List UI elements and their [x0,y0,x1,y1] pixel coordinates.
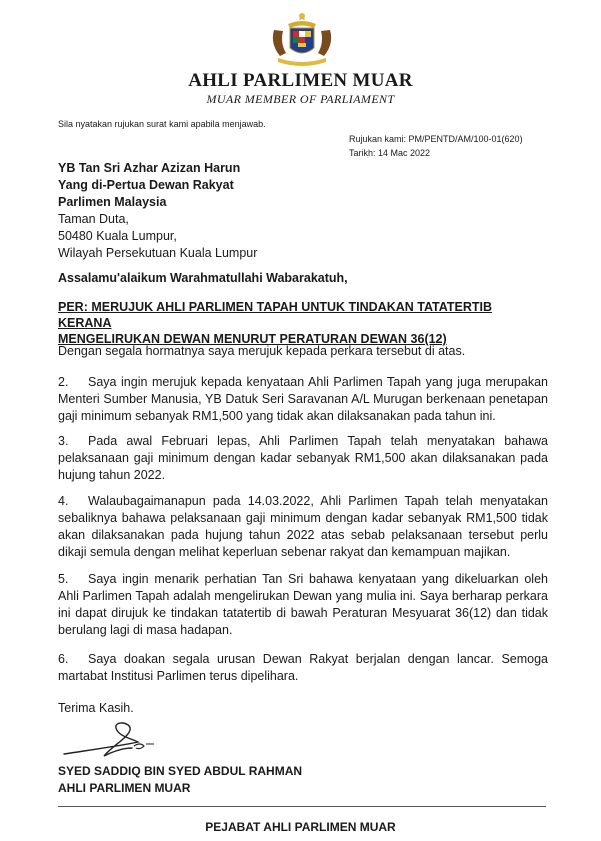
paragraph-number: 5. [58,572,69,586]
paragraph-6 [58,651,548,685]
letterhead-title: AHLI PARLIMEN MUAR [188,70,413,91]
subject-heading [58,299,548,347]
paragraph-number: 4. [58,494,69,508]
greeting: Assalamu'alaikum Warahmatullahi Wabarakatuh, [58,271,348,285]
paragraph-text: Saya doakan segala urusan Dewan Rakyat berjalan dengan lancar. Semoga martabat Institusi Parlimen terus dipelihara. [58,652,548,683]
recipient-address [58,160,257,262]
footer-office-name: PEJABAT AHLI PARLIMEN MUAR [205,820,396,834]
reference-number: Rujukan kami: PM/PENTD/AM/100-01(620) [349,134,523,144]
recipient-institution: Parlimen Malaysia [58,195,167,209]
paragraph-text: Saya ingin menarik perhatian Tan Sri bahawa kenyataan yang dikeluarkan oleh Ahli Parlimen Tapah adalah mengelirukan Dewan yang mulia ini. Saya berharap perkara ini dapat dirujuk ke tindakan tatatertib di bawah Peraturan Mesyuarat 36(12) dan tidak berulang lagi di masa hadapan. [58,572,548,637]
letterhead-subtitle: MUAR MEMBER OF PARLIAMENT [206,92,395,106]
paragraph-text: Walaubagaimanapun pada 14.03.2022, Ahli Parlimen Tapah telah menyatakan sebaliknya bahawa pelaksanaan gaji minimum dengan kadar sebanyak RM1,500 tidak akan dilaksanakan pada hujung tahun 2022 atas sebab pelaksanaan tersebut perlu dikaji semula dengan melihat keperluan sebenar rakyat dan kemampuan majikan. [58,494,548,559]
recipient-name: YB Tan Sri Azhar Azizan Harun [58,161,241,175]
subject-line-1: PER: MERUJUK AHLI PARLIMEN TAPAH UNTUK TINDAKAN TATATERTIB KERANA [58,300,492,330]
paragraph-number: 3. [58,434,69,448]
handwritten-signature [60,716,190,764]
paragraph-4 [58,493,548,561]
footer-divider [58,806,546,807]
subject-line-2: MENGELIRUKAN DEWAN MENURUT PERATURAN DEWAN 36(12) [58,332,447,346]
signatory-name: SYED SADDIQ BIN SYED ABDUL RAHMAN [58,764,303,778]
coat-of-arms-emblem [264,10,340,70]
paragraph-5 [58,571,548,639]
paragraph-text: Saya ingin merujuk kepada kenyataan Ahli Parlimen Tapah yang juga merupakan Menteri Sumber Manusia, YB Datuk Seri Saravanan A/L Murugan berkenaan penetapan gaji minimum sebanyak RM1,500 yang tidak akan dilaksanakan pada tahun ini. [58,375,548,423]
paragraph-number: 2. [58,375,69,389]
reference-instruction: Sila nyatakan rujukan surat kami apabila menjawab. [58,119,266,129]
paragraph-number: 6. [58,652,69,666]
closing-remark: Terima Kasih. [58,701,134,715]
signatory-title: AHLI PARLIMEN MUAR [58,781,191,795]
address-line-1: Taman Duta, [58,212,129,226]
address-line-3: Wilayah Persekutuan Kuala Lumpur [58,246,258,260]
letter-date: Tarikh: 14 Mac 2022 [349,148,431,158]
intro-paragraph: Dengan segala hormatnya saya merujuk kepada perkara tersebut di atas. [58,344,466,358]
recipient-position: Yang di-Pertua Dewan Rakyat [58,178,234,192]
paragraph-text: Pada awal Februari lepas, Ahli Parlimen Tapah telah menyatakan bahawa pelaksanaan gaji minimum dengan kadar sebanyak RM1,500 akan dilaksanakan pada hujung tahun 2022. [58,434,548,482]
paragraph-2 [58,374,548,425]
signatory-block [58,763,302,797]
paragraph-3 [58,433,548,484]
address-line-2: 50480 Kuala Lumpur, [58,229,177,243]
